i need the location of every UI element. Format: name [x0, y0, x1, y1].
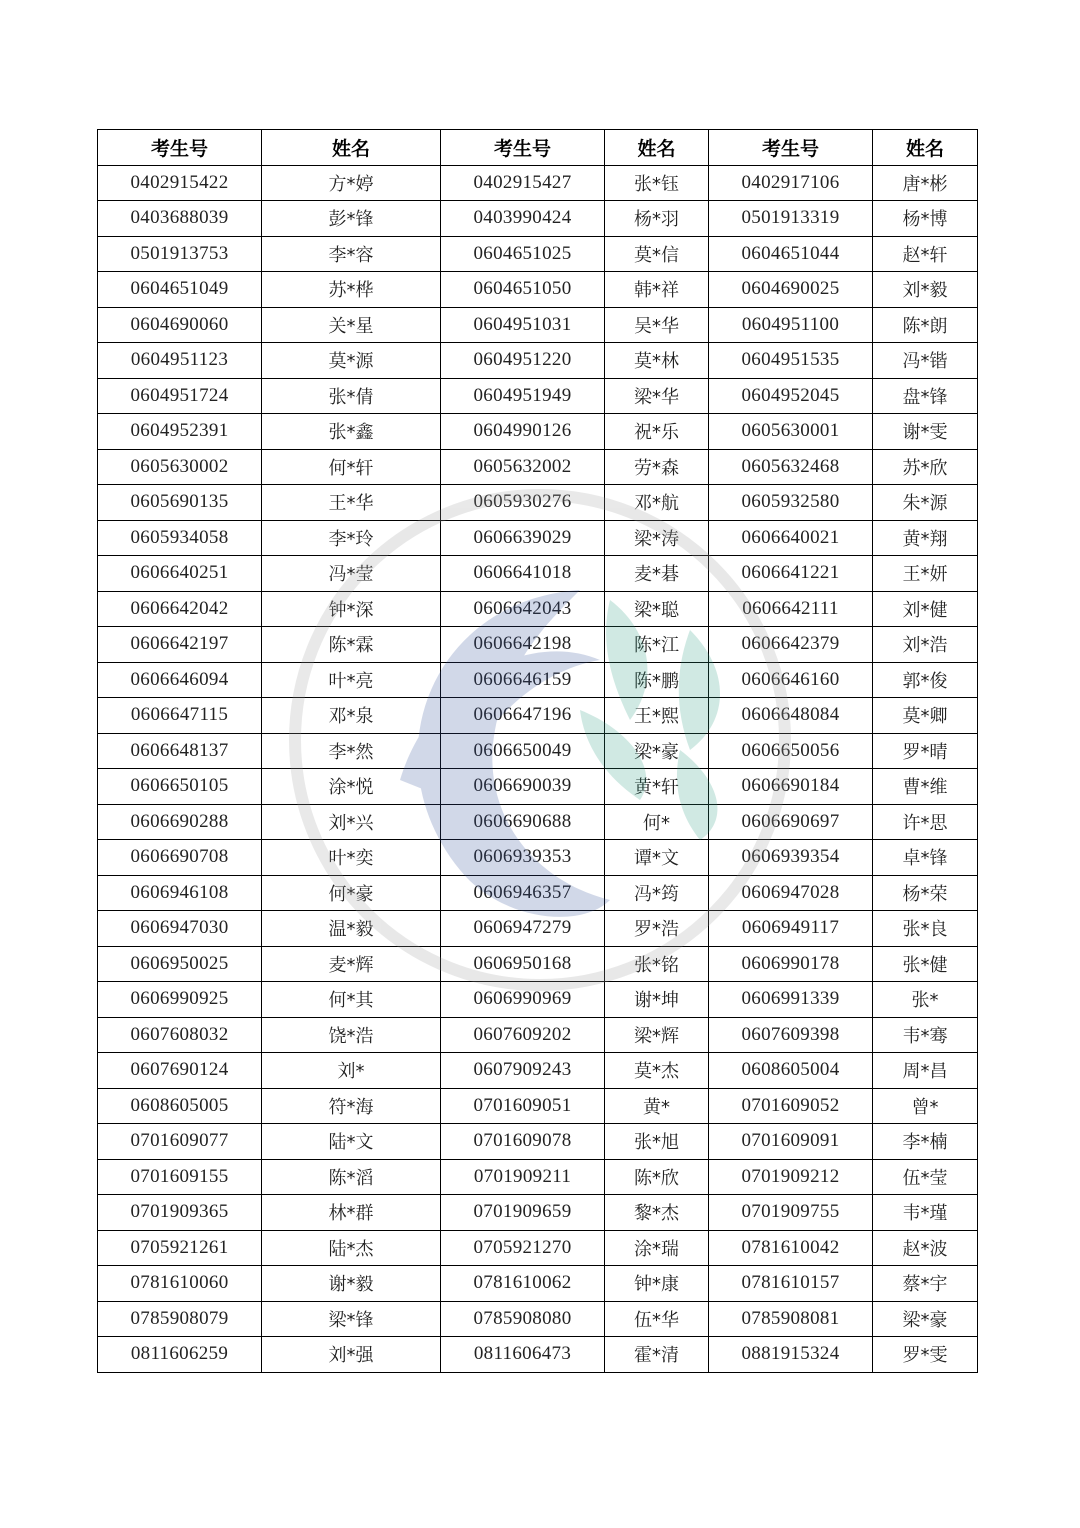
- student-name-cell: 朱*源: [873, 485, 978, 521]
- student-name-cell: 谢*毅: [262, 1266, 441, 1302]
- student-name-cell: 麦*辉: [262, 946, 441, 982]
- student-name-cell: 涂*瑞: [605, 1230, 709, 1266]
- table-row: [98, 1053, 978, 1089]
- table-row: [98, 485, 978, 521]
- exam-number-cell: 0604951949: [441, 378, 605, 414]
- student-name-cell: 谢*坤: [605, 982, 709, 1018]
- exam-number-cell: 0604651049: [98, 272, 262, 308]
- student-name-cell: 黄*翔: [873, 520, 978, 556]
- table-row: [98, 343, 978, 379]
- table-row: [98, 449, 978, 485]
- exam-number-cell: 0605630002: [98, 449, 262, 485]
- exam-number-cell: 0608605004: [709, 1053, 873, 1089]
- student-name-cell: 刘*浩: [873, 627, 978, 663]
- student-name-cell: 林*群: [262, 1195, 441, 1231]
- student-name-cell: 钟*深: [262, 591, 441, 627]
- student-name-cell: 梁*辉: [605, 1017, 709, 1053]
- exam-number-cell: 0606949117: [709, 911, 873, 947]
- student-name-cell: 莫*卿: [873, 698, 978, 734]
- exam-number-cell: 0607608032: [98, 1017, 262, 1053]
- student-name-cell: 李*然: [262, 733, 441, 769]
- student-name-cell: 赵*轩: [873, 236, 978, 272]
- student-name-cell: 李*楠: [873, 1124, 978, 1160]
- exam-number-cell: 0701909755: [709, 1195, 873, 1231]
- exam-number-cell: 0501913753: [98, 236, 262, 272]
- exam-number-cell: 0781610042: [709, 1230, 873, 1266]
- exam-number-cell: 0606991339: [709, 982, 873, 1018]
- exam-number-cell: 0604951123: [98, 343, 262, 379]
- student-name-cell: 张*旭: [605, 1124, 709, 1160]
- student-name-cell: 许*思: [873, 804, 978, 840]
- exam-number-cell: 0606939354: [709, 840, 873, 876]
- student-name-cell: 陈*江: [605, 627, 709, 663]
- table-row: [98, 520, 978, 556]
- student-name-cell: 梁*涛: [605, 520, 709, 556]
- exam-number-cell: 0701609078: [441, 1124, 605, 1160]
- exam-number-cell: 0781610060: [98, 1266, 262, 1302]
- exam-number-cell: 0608605005: [98, 1088, 262, 1124]
- student-name-cell: 何*豪: [262, 875, 441, 911]
- student-name-cell: 张*钰: [605, 165, 709, 201]
- table-row: [98, 662, 978, 698]
- exam-number-cell: 0606690288: [98, 804, 262, 840]
- student-name-cell: 郭*俊: [873, 662, 978, 698]
- student-name-cell: 陈*鹏: [605, 662, 709, 698]
- exam-number-cell: 0606650056: [709, 733, 873, 769]
- exam-number-cell: 0606641018: [441, 556, 605, 592]
- exam-number-cell: 0606640021: [709, 520, 873, 556]
- exam-number-cell: 0701909212: [709, 1159, 873, 1195]
- student-name-cell: 陈*滔: [262, 1159, 441, 1195]
- exam-number-cell: 0606642379: [709, 627, 873, 663]
- exam-number-cell: 0403990424: [441, 201, 605, 237]
- exam-number-cell: 0701609091: [709, 1124, 873, 1160]
- student-name-cell: 李*容: [262, 236, 441, 272]
- exam-number-cell: 0604651044: [709, 236, 873, 272]
- exam-number-cell: 0605930276: [441, 485, 605, 521]
- student-name-cell: 何*轩: [262, 449, 441, 485]
- student-name-cell: 韩*祥: [605, 272, 709, 308]
- exam-number-cell: 0604951100: [709, 307, 873, 343]
- table-row: [98, 556, 978, 592]
- exam-number-cell: 0604690060: [98, 307, 262, 343]
- exam-number-cell: 0606642042: [98, 591, 262, 627]
- exam-number-cell: 0604951220: [441, 343, 605, 379]
- exam-number-cell: 0606639029: [441, 520, 605, 556]
- table-row: [98, 733, 978, 769]
- student-name-cell: 王*华: [262, 485, 441, 521]
- exam-number-cell: 0402915422: [98, 165, 262, 201]
- exam-number-cell: 0705921261: [98, 1230, 262, 1266]
- student-name-cell: 罗*晴: [873, 733, 978, 769]
- exam-number-cell: 0701909365: [98, 1195, 262, 1231]
- exam-number-cell: 0606946108: [98, 875, 262, 911]
- table-row: [98, 804, 978, 840]
- student-name-cell: 刘*健: [873, 591, 978, 627]
- exam-number-cell: 0606690039: [441, 769, 605, 805]
- student-name-cell: 刘*强: [262, 1337, 441, 1373]
- student-name-cell: 霍*清: [605, 1337, 709, 1373]
- exam-number-cell: 0785908081: [709, 1301, 873, 1337]
- student-name-cell: 张*倩: [262, 378, 441, 414]
- student-name-cell: 叶*奕: [262, 840, 441, 876]
- student-name-cell: 罗*雯: [873, 1337, 978, 1373]
- student-name-cell: 涂*悦: [262, 769, 441, 805]
- exam-number-cell: 0605632002: [441, 449, 605, 485]
- header-exam-number: 考生号: [441, 130, 605, 166]
- table-row: [98, 1088, 978, 1124]
- exam-number-cell: 0606947030: [98, 911, 262, 947]
- student-name-cell: 梁*豪: [605, 733, 709, 769]
- exam-number-cell: 0701609051: [441, 1088, 605, 1124]
- student-name-cell: 谭*文: [605, 840, 709, 876]
- exam-number-cell: 0781610062: [441, 1266, 605, 1302]
- exam-number-cell: 0606650049: [441, 733, 605, 769]
- exam-number-cell: 0606646159: [441, 662, 605, 698]
- exam-number-cell: 0605630001: [709, 414, 873, 450]
- exam-number-cell: 0606946357: [441, 875, 605, 911]
- exam-number-cell: 0701609155: [98, 1159, 262, 1195]
- student-name-cell: 张*健: [873, 946, 978, 982]
- table-row: [98, 1195, 978, 1231]
- table-row: [98, 946, 978, 982]
- table-body: [98, 165, 978, 1372]
- exam-number-cell: 0606648137: [98, 733, 262, 769]
- student-name-cell: 梁*华: [605, 378, 709, 414]
- student-name-cell: 王*妍: [873, 556, 978, 592]
- exam-number-cell: 0604952391: [98, 414, 262, 450]
- student-name-cell: 莫*源: [262, 343, 441, 379]
- student-name-cell: 方*婷: [262, 165, 441, 201]
- student-name-cell: 符*海: [262, 1088, 441, 1124]
- student-name-cell: 张*鑫: [262, 414, 441, 450]
- student-name-cell: 张*: [873, 982, 978, 1018]
- exam-number-cell: 0606990178: [709, 946, 873, 982]
- exam-number-cell: 0606950025: [98, 946, 262, 982]
- student-name-cell: 韦*瑾: [873, 1195, 978, 1231]
- student-name-cell: 杨*博: [873, 201, 978, 237]
- table-row: [98, 627, 978, 663]
- exam-number-cell: 0402915427: [441, 165, 605, 201]
- exam-number-cell: 0605690135: [98, 485, 262, 521]
- student-name-cell: 盘*锋: [873, 378, 978, 414]
- exam-number-cell: 0501913319: [709, 201, 873, 237]
- exam-number-cell: 0607690124: [98, 1053, 262, 1089]
- table-row: [98, 1301, 978, 1337]
- student-name-cell: 黄*: [605, 1088, 709, 1124]
- exam-number-cell: 0781610157: [709, 1266, 873, 1302]
- exam-number-cell: 0606690708: [98, 840, 262, 876]
- student-name-cell: 祝*乐: [605, 414, 709, 450]
- exam-number-cell: 0606647196: [441, 698, 605, 734]
- header-name: 姓名: [605, 130, 709, 166]
- table-row: [98, 911, 978, 947]
- exam-number-cell: 0604990126: [441, 414, 605, 450]
- table-row: [98, 414, 978, 450]
- exam-number-cell: 0607609398: [709, 1017, 873, 1053]
- exam-number-cell: 0605632468: [709, 449, 873, 485]
- student-name-cell: 梁*聪: [605, 591, 709, 627]
- exam-number-cell: 0606646160: [709, 662, 873, 698]
- exam-number-cell: 0606647115: [98, 698, 262, 734]
- header-name: 姓名: [873, 130, 978, 166]
- student-name-cell: 周*昌: [873, 1053, 978, 1089]
- exam-number-cell: 0606642197: [98, 627, 262, 663]
- student-name-cell: 曾*: [873, 1088, 978, 1124]
- student-name-cell: 唐*彬: [873, 165, 978, 201]
- exam-number-cell: 0607909243: [441, 1053, 605, 1089]
- student-name-cell: 麦*碁: [605, 556, 709, 592]
- table-row: [98, 307, 978, 343]
- student-name-cell: 陈*欣: [605, 1159, 709, 1195]
- student-name-cell: 卓*锋: [873, 840, 978, 876]
- exam-number-cell: 0785908080: [441, 1301, 605, 1337]
- student-name-cell: 温*毅: [262, 911, 441, 947]
- exam-number-cell: 0604651050: [441, 272, 605, 308]
- table-row: [98, 591, 978, 627]
- candidate-table: [97, 129, 978, 1373]
- exam-number-cell: 0606950168: [441, 946, 605, 982]
- table-row: [98, 1230, 978, 1266]
- exam-number-cell: 0604951031: [441, 307, 605, 343]
- table-row: [98, 1337, 978, 1373]
- exam-number-cell: 0701609077: [98, 1124, 262, 1160]
- student-name-cell: 伍*莹: [873, 1159, 978, 1195]
- student-name-cell: 苏*欣: [873, 449, 978, 485]
- student-name-cell: 罗*浩: [605, 911, 709, 947]
- table-row: [98, 698, 978, 734]
- exam-number-cell: 0701609052: [709, 1088, 873, 1124]
- student-name-cell: 张*铭: [605, 946, 709, 982]
- student-name-cell: 张*良: [873, 911, 978, 947]
- exam-number-cell: 0604690025: [709, 272, 873, 308]
- student-name-cell: 刘*: [262, 1053, 441, 1089]
- table-row: [98, 769, 978, 805]
- exam-number-cell: 0606690184: [709, 769, 873, 805]
- student-name-cell: 陆*文: [262, 1124, 441, 1160]
- table-row: [98, 875, 978, 911]
- student-name-cell: 陈*朗: [873, 307, 978, 343]
- exam-number-cell: 0403688039: [98, 201, 262, 237]
- student-name-cell: 王*熙: [605, 698, 709, 734]
- table-row: [98, 272, 978, 308]
- header-name: 姓名: [262, 130, 441, 166]
- exam-number-cell: 0606642198: [441, 627, 605, 663]
- student-name-cell: 莫*杰: [605, 1053, 709, 1089]
- student-name-cell: 莫*林: [605, 343, 709, 379]
- exam-number-cell: 0604952045: [709, 378, 873, 414]
- student-name-cell: 伍*华: [605, 1301, 709, 1337]
- exam-number-cell: 0606947028: [709, 875, 873, 911]
- exam-number-cell: 0705921270: [441, 1230, 605, 1266]
- exam-number-cell: 0701909211: [441, 1159, 605, 1195]
- table-row: [98, 378, 978, 414]
- student-name-cell: 彭*锋: [262, 201, 441, 237]
- student-name-cell: 邓*泉: [262, 698, 441, 734]
- student-name-cell: 蔡*宇: [873, 1266, 978, 1302]
- exam-number-cell: 0605932580: [709, 485, 873, 521]
- table-header-row: [98, 130, 978, 166]
- student-name-cell: 韦*骞: [873, 1017, 978, 1053]
- student-name-cell: 何*其: [262, 982, 441, 1018]
- student-name-cell: 赵*波: [873, 1230, 978, 1266]
- header-exam-number: 考生号: [98, 130, 262, 166]
- student-name-cell: 李*玲: [262, 520, 441, 556]
- student-name-cell: 苏*桦: [262, 272, 441, 308]
- exam-number-cell: 0606641221: [709, 556, 873, 592]
- exam-number-cell: 0606690688: [441, 804, 605, 840]
- table-row: [98, 1017, 978, 1053]
- student-name-cell: 杨*荣: [873, 875, 978, 911]
- student-name-cell: 冯*莹: [262, 556, 441, 592]
- table-row: [98, 982, 978, 1018]
- exam-number-cell: 0606648084: [709, 698, 873, 734]
- exam-number-cell: 0606646094: [98, 662, 262, 698]
- student-name-cell: 邓*航: [605, 485, 709, 521]
- exam-number-cell: 0811606473: [441, 1337, 605, 1373]
- student-name-cell: 吴*华: [605, 307, 709, 343]
- exam-number-cell: 0606990969: [441, 982, 605, 1018]
- exam-number-cell: 0606990925: [98, 982, 262, 1018]
- exam-number-cell: 0606939353: [441, 840, 605, 876]
- header-exam-number: 考生号: [709, 130, 873, 166]
- student-name-cell: 谢*雯: [873, 414, 978, 450]
- exam-number-cell: 0604951535: [709, 343, 873, 379]
- exam-number-cell: 0606690697: [709, 804, 873, 840]
- student-name-cell: 莫*信: [605, 236, 709, 272]
- student-name-cell: 叶*亮: [262, 662, 441, 698]
- student-name-cell: 陆*杰: [262, 1230, 441, 1266]
- table-row: [98, 1124, 978, 1160]
- student-name-cell: 陈*霖: [262, 627, 441, 663]
- table-row: [98, 840, 978, 876]
- table-row: [98, 1159, 978, 1195]
- exam-number-cell: 0606642043: [441, 591, 605, 627]
- table-row: [98, 236, 978, 272]
- student-name-cell: 冯*锴: [873, 343, 978, 379]
- student-name-cell: 钟*康: [605, 1266, 709, 1302]
- table-row: [98, 165, 978, 201]
- exam-number-cell: 0604651025: [441, 236, 605, 272]
- student-name-cell: 黎*杰: [605, 1195, 709, 1231]
- student-name-cell: 黄*轩: [605, 769, 709, 805]
- table-row: [98, 1266, 978, 1302]
- exam-number-cell: 0607609202: [441, 1017, 605, 1053]
- student-name-cell: 刘*兴: [262, 804, 441, 840]
- exam-number-cell: 0811606259: [98, 1337, 262, 1373]
- student-name-cell: 劳*森: [605, 449, 709, 485]
- student-name-cell: 何*: [605, 804, 709, 840]
- exam-number-cell: 0606650105: [98, 769, 262, 805]
- student-name-cell: 饶*浩: [262, 1017, 441, 1053]
- student-name-cell: 梁*豪: [873, 1301, 978, 1337]
- exam-number-cell: 0402917106: [709, 165, 873, 201]
- student-name-cell: 曹*维: [873, 769, 978, 805]
- exam-number-cell: 0606640251: [98, 556, 262, 592]
- exam-number-cell: 0605934058: [98, 520, 262, 556]
- student-name-cell: 关*星: [262, 307, 441, 343]
- student-name-cell: 梁*锋: [262, 1301, 441, 1337]
- student-name-cell: 刘*毅: [873, 272, 978, 308]
- student-name-cell: 冯*筠: [605, 875, 709, 911]
- table-row: [98, 201, 978, 237]
- exam-number-cell: 0881915324: [709, 1337, 873, 1373]
- exam-number-cell: 0785908079: [98, 1301, 262, 1337]
- exam-number-cell: 0606642111: [709, 591, 873, 627]
- exam-number-cell: 0606947279: [441, 911, 605, 947]
- exam-number-cell: 0701909659: [441, 1195, 605, 1231]
- exam-number-cell: 0604951724: [98, 378, 262, 414]
- student-name-cell: 杨*羽: [605, 201, 709, 237]
